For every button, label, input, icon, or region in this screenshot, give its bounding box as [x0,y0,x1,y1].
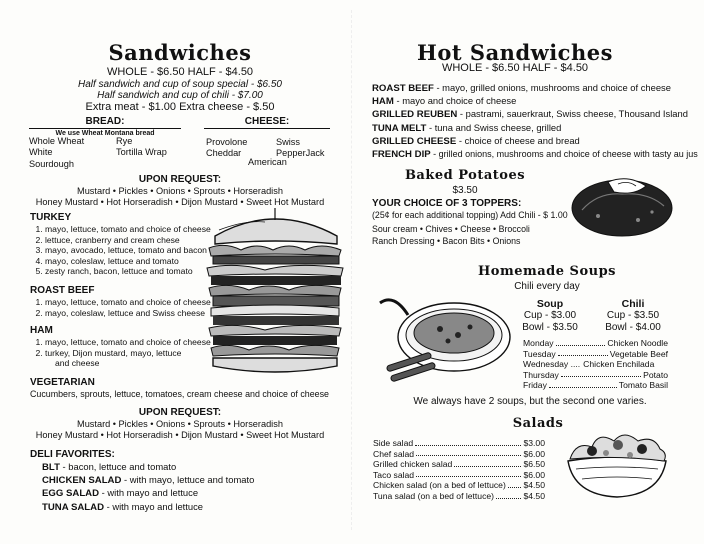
bread-option: Sourdough [29,158,74,169]
salad-name: Taco salad [373,469,415,480]
chili-cup-price: Cup - $3.50 [606,310,660,321]
hot-item-name: FRENCH DIP [372,149,431,161]
hot-sandwich-item [372,135,697,148]
toppers-line: Sour cream • Chives • Cheese • Broccoli [372,224,530,234]
salad-price: $4.50 [523,480,545,491]
page-fold [351,10,352,530]
soup-of-day: Tomato Basil [618,380,668,391]
bread-section [29,116,181,138]
soup-day: Wednesday .... [523,359,581,370]
sandwiches-title: Sandwiches [108,40,252,65]
roast-beef-option: 2. mayo, coleslaw, lettuce and Swiss cheese [45,308,240,319]
salad-price: $4.50 [523,490,545,501]
sandwich-prices: WHOLE - $6.50 HALF - $4.50 [106,66,254,78]
hot-item-name: ROAST BEEF [372,83,434,94]
hot-sandwich-item [372,148,697,161]
half-chili-special: Half sandwich and cup of chili - $7.00 [97,90,263,101]
hot-item-name: GRILLED CHEESE [372,135,457,147]
salad-price: $6.00 [523,448,545,459]
bread-heading: BREAD: [29,116,181,129]
deli-item-desc: - with mayo, lettuce and tomato [121,474,255,486]
soup-day: Monday [523,338,554,348]
soup-of-day: Chicken Noodle [607,338,668,348]
cheese-option: Provolone [206,137,248,147]
soup-day-row [523,380,668,391]
turkey-option: 5. zesty ranch, bacon, lettuce and tomato [45,266,240,277]
hot-item-name: TUNA MELT [372,122,427,134]
half-soup-special: Half sandwich and cup of soup special - $6.50 [77,79,282,90]
salad-name: Chicken salad (on a bed of lettuce) [373,480,506,491]
soup-day-row [523,349,668,360]
salad-price: $6.50 [523,459,545,470]
salad-name: Chef salad [373,448,415,459]
upon-request-line: Honey Mustard • Hot Horseradish • Dijon Mustard • Sweet Hot Mustard [35,430,325,441]
deli-item [30,474,330,487]
soup-day-row [523,359,668,370]
upon-request-top [20,174,340,209]
hot-item-desc: - mayo and choice of cheese [393,95,517,107]
turkey-option: 2. lettuce, cranberry and cream chese [45,235,240,246]
vegetarian-desc: Cucumbers, sprouts, lettuce, tomatoes, cream cheese and choice of cheese [30,389,329,399]
salad-row [373,438,545,449]
soup-cup-price: Cup - $3.00 [523,310,577,321]
toppers-section [372,198,572,247]
bread-note: We use Wheat Montana bread [55,130,155,137]
extras: Extra meat - $1.00 Extra cheese - $.50 [85,101,275,113]
ham-option: 1. mayo, lettuce, tomato and choice of cheese [45,337,240,348]
soups-title: Homemade Soups [478,264,616,279]
upon-request-bottom [20,407,340,442]
deli-item-desc: - with mayo and lettuce [99,487,199,499]
upon-request-line: Mustard • Pickles • Onions • Sprouts • Horseradish [77,186,283,196]
roast-beef-option: 1. mayo, lettuce, tomato and choice of cheese [45,297,240,308]
cheese-option: Cheddar [206,148,242,159]
soup-of-day: Vegetable Beef [609,348,668,359]
bread-option: Whole Wheat [29,136,85,146]
turkey-option: 4. mayo, coleslaw, lettuce and tomato [45,256,240,267]
soups-note: We always have 2 soups, but the second one varies. [413,396,647,407]
deli-item-name: CHICKEN SALAD [42,475,122,487]
cheese-option: American [248,157,287,167]
soup-bowl-price: Bowl - $3.50 [522,322,578,333]
soup-bowl-illustration [374,275,514,387]
soup-day: Friday [523,380,547,391]
vegetarian-heading: VEGETARIAN [30,377,95,388]
soup-day-row [523,370,668,381]
upon-request-heading: UPON REQUEST: [138,407,222,418]
upon-request-heading: UPON REQUEST: [138,174,222,185]
hot-item-desc: - grilled onions, mushrooms and choice of cheese with tasty au jus [430,149,698,160]
hot-sandwich-prices: WHOLE - $6.50 HALF - $4.50 [441,62,589,74]
deli-favorites [30,449,330,514]
hot-item-desc: - tuna and Swiss cheese, grilled [426,121,562,133]
soup-heading: Soup [536,298,564,310]
soup-of-day: Potato [643,369,668,380]
bread-option: White [29,147,53,158]
bread-col-2 [116,136,167,159]
toppers-note: (25¢ for each additional topping) Add Chili - $ 1.00 [372,210,568,220]
deli-item-name: TUNA SALAD [42,501,104,513]
salad-name: Side salad [373,438,414,448]
soup-day-row [523,338,668,349]
baked-potatoes-price: $3.50 [452,185,478,196]
vegetarian-section [30,377,350,400]
turkey-option: 1. mayo, lettuce, tomato and choice of cheese [45,224,240,235]
hot-sandwich-item [372,108,697,121]
upon-request-line: Honey Mustard • Hot Horseradish • Dijon Mustard • Sweet Hot Mustard [35,197,325,208]
soup-schedule [523,338,668,391]
ham-option-cont: and cheese [55,358,100,369]
cheese-col-1 [206,137,247,160]
ham-heading: HAM [30,325,53,336]
upon-request-line: Mustard • Pickles • Onions • Sprouts • Horseradish [77,419,283,429]
baked-potatoes-title: Baked Potatoes [404,168,526,183]
hot-item-name: GRILLED REUBEN [372,109,458,121]
bread-option: Tortilla Wrap [116,147,167,158]
hot-sandwich-list [372,82,697,161]
chili-pricing [598,298,668,334]
deli-item-name: BLT [42,462,60,473]
deli-item-desc: - bacon, lettuce and tomato [59,461,177,472]
hot-item-desc: - choice of cheese and bread [456,134,580,146]
deli-item-name: EGG SALAD [42,488,100,500]
potato-illustration [568,170,676,240]
salad-price: $3.00 [523,438,545,448]
hot-item-desc: - pastrami, sauerkraut, Swiss cheese, Thousand Island [457,108,688,120]
salads-list [373,438,545,502]
roast-beef-heading: ROAST BEEF [30,285,95,296]
salad-row [373,459,545,470]
deli-heading: DELI FAVORITES: [30,449,115,460]
deli-item-desc: - with mayo and lettuce [104,500,204,512]
salad-row [373,449,545,460]
salad-price: $6.00 [523,469,545,480]
chili-bowl-price: Bowl - $4.00 [605,322,661,333]
cheese-option: Swiss [276,137,300,147]
salad-row [373,491,545,502]
chili-heading: Chili [621,298,645,310]
cheese-heading: CHEESE: [204,116,330,129]
deli-item [30,487,330,500]
hot-sandwich-item [372,82,697,95]
sandwich-illustration [205,208,345,388]
soups-subtitle: Chili every day [514,281,580,292]
turkey-option: 3. mayo, avocado, lettuce, tomato and bacon [45,245,240,256]
soup-day: Tuesday [523,348,556,359]
ham-option: 2. turkey, Dijon mustard, mayo, lettuce [45,348,240,359]
bread-option: Rye [116,136,133,146]
salad-bowl-illustration [562,425,672,501]
salads-title: Salads [512,416,564,431]
turkey-heading: TURKEY [30,212,72,223]
salad-row [373,480,545,491]
hot-sandwiches-title: Hot Sandwiches [417,40,613,65]
hot-item-desc: - mayo, grilled onions, mushrooms and choice of cheese [433,82,671,93]
hot-sandwich-item [372,95,697,108]
deli-item [30,501,330,514]
soup-day: Thursday [523,369,559,380]
soup-pricing [512,298,588,334]
salad-name: Grilled chicken salad [373,459,453,470]
hot-sandwich-item [372,122,697,135]
deli-item [30,461,330,474]
bread-col-1 [29,136,84,170]
toppers-heading: YOUR CHOICE OF 3 TOPPERS: [372,198,522,209]
salad-row [373,470,545,481]
salad-name: Tuna salad (on a bed of lettuce) [373,490,495,501]
cheese-option: PepperJack [276,148,325,159]
hot-item-name: HAM [372,96,394,108]
toppers-line: Ranch Dressing • Bacon Bits • Onions [372,236,521,246]
soup-of-day: Chicken Enchilada [583,359,655,370]
